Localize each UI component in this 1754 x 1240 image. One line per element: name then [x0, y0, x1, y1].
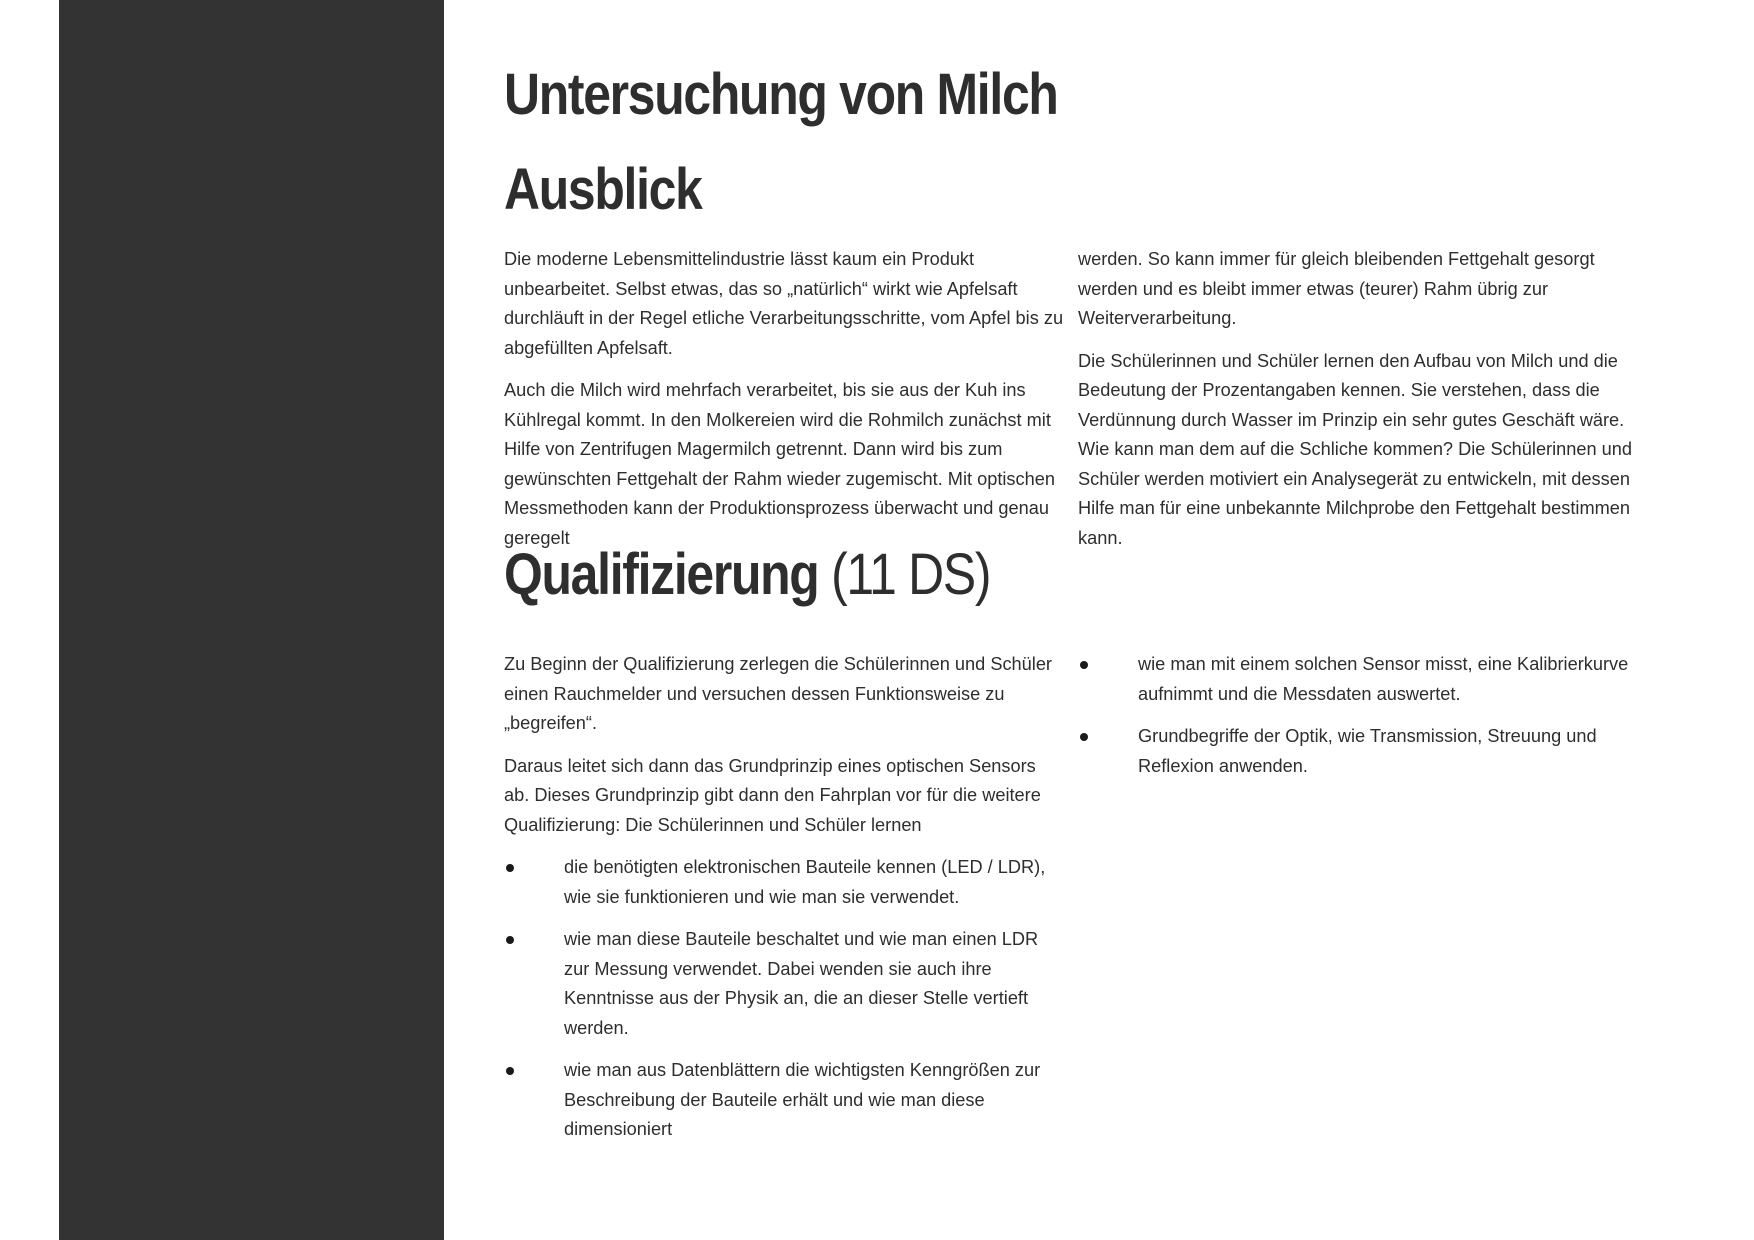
- list-item: [1078, 650, 1638, 709]
- qualifizierung-right-column: [1078, 650, 1638, 794]
- list-item: [504, 925, 1064, 1043]
- bullet-list: [504, 853, 1064, 1145]
- section-heading-ausblick: Ausblick: [504, 157, 702, 222]
- list-item: [504, 1056, 1064, 1145]
- list-item-text: wie man diese Bauteile beschaltet und wie man einen LDR zur Messung verwendet. Dabei wenden sie auch ihre Kenntnisse aus der Physik an, die an dieser Stelle vertieft werden.: [564, 929, 1039, 1038]
- ausblick-right-column: [1078, 245, 1638, 566]
- paragraph: werden. So kann immer für gleich bleibenden Fettgehalt gesorgt werden und es bleibt immer etwas (teurer) Rahm übrig zur Weiterverarbeitung.: [1078, 249, 1595, 328]
- heading-suffix: (11 DS): [831, 542, 991, 607]
- list-item-text: die benötigten elektronischen Bauteile kennen (LED / LDR), wie sie funktionieren und wie man sie verwendet.: [564, 857, 1046, 907]
- paragraph: Die Schülerinnen und Schüler lernen den Aufbau von Milch und die Bedeutung der Prozentangaben kennen. Sie verstehen, dass die Verdünnung durch Wasser im Prinzip ein sehr gutes Geschäft wäre. Wie kann man dem auf die Schliche kommen? Die Schülerinnen und Schüler werden motiviert ein Analysegerät zu entwickeln, mit dessen Hilfe man für eine unbekannte Milchprobe den Fettgehalt bestimmen kann.: [1078, 350, 1633, 548]
- section-heading-qualifizierung: [504, 540, 990, 610]
- list-item-text: wie man aus Datenblättern die wichtigsten Kenngrößen zur Beschreibung der Bauteile erhält und wie man diese dimensioniert: [564, 1060, 1041, 1139]
- bullet-icon: [1080, 661, 1088, 669]
- paragraph: Daraus leitet sich dann das Grundprinzip eines optischen Sensors ab. Dieses Grundprinzip gibt dann den Fahrplan vor für die weitere Qualifizierung: Die Schülerinnen und Schüler lernen: [504, 755, 1041, 835]
- paragraph: Die moderne Lebensmittelindustrie lässt kaum ein Produkt unbearbeitet. Selbst etwas, das so „natürlich“ wirkt wie Apfelsaft durchläuft in der Regel etliche Verarbeitungsschritte, vom Apfel bis zu abgefüllten Apfelsaft.: [504, 249, 1064, 358]
- ausblick-left-column: [504, 245, 1064, 566]
- list-item-text: Grundbegriffe der Optik, wie Transmission, Streuung und Reflexion anwenden.: [1138, 726, 1597, 776]
- list-item: [1078, 722, 1638, 781]
- qualifizierung-left-column: [504, 650, 1064, 1158]
- document-title: Untersuchung von Milch: [504, 62, 1058, 127]
- heading-main: Qualifizierung: [504, 542, 819, 607]
- paragraph: Zu Beginn der Qualifizierung zerlegen die Schülerinnen und Schüler einen Rauchmelder und versuchen dessen Funktionsweise zu „begreifen“.: [504, 654, 1052, 733]
- bullet-list: [1078, 650, 1638, 781]
- bullet-icon: [1080, 733, 1088, 741]
- list-item: [504, 853, 1064, 912]
- bullet-icon: [506, 1067, 514, 1075]
- dark-sidebar-band: [59, 0, 444, 1240]
- bullet-icon: [506, 864, 514, 872]
- paragraph: Auch die Milch wird mehrfach verarbeitet, bis sie aus der Kuh ins Kühlregal kommt. In den Molkereien wird die Rohmilch zunächst mit Hilfe von Zentrifugen Magermilch getrennt. Dann wird bis zum gewünschten Fettgehalt der Rahm wieder zugemischt. Mit optischen Messmethoden kann der Produktionsprozess überwacht und genau geregelt: [504, 380, 1055, 548]
- list-item-text: wie man mit einem solchen Sensor misst, eine Kalibrierkurve aufnimmt und die Messdaten auswertet.: [1138, 654, 1629, 704]
- bullet-icon: [506, 936, 514, 944]
